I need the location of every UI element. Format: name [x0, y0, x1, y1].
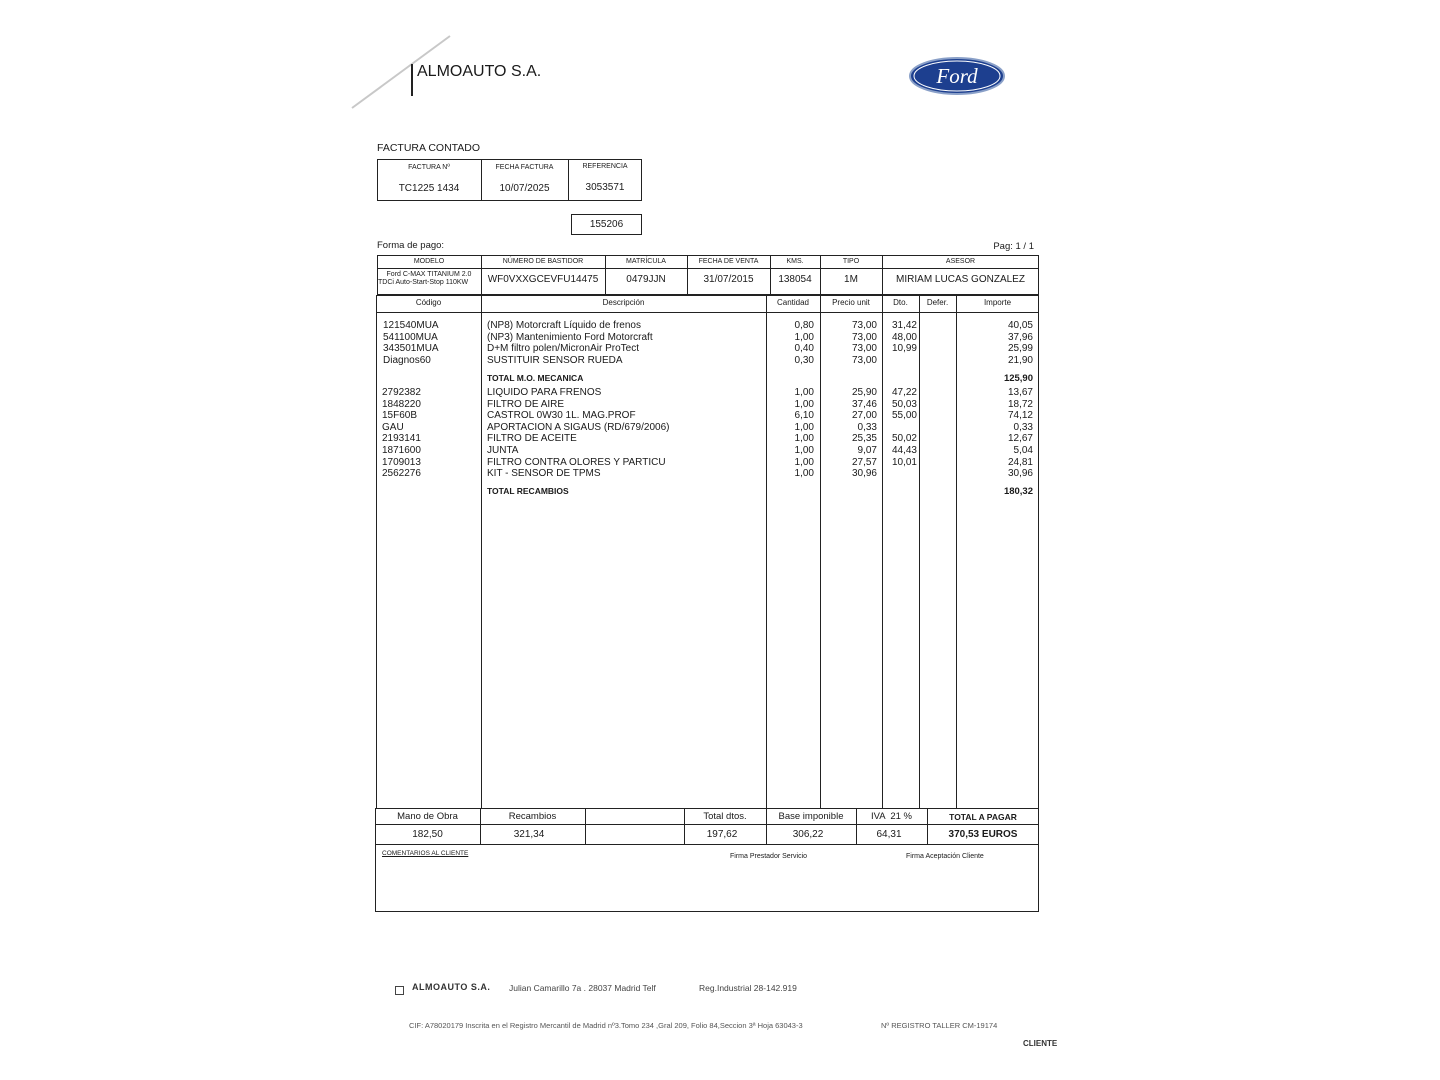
invoice-type: FACTURA CONTADO [377, 142, 481, 154]
part-desc-3: CASTROL 0W30 1L. MAG.PROF [487, 410, 636, 422]
part-desc-1: LIQUIDO PARA FRENOS [487, 387, 602, 398]
part-desc-7: FILTRO CONTRA OLORES Y PARTICU [487, 456, 666, 468]
total-parts-label: Recambios [508, 811, 557, 822]
invoice-number-label: FACTURA Nº [408, 164, 450, 171]
part-price-6: 9,07 [857, 445, 877, 456]
part-price-8: 30,96 [851, 468, 877, 480]
extra-code: 155206 [589, 219, 624, 230]
part-amount-8: 30,96 [1007, 468, 1033, 480]
tax-base-label: Base imponible [778, 811, 844, 822]
part-qty-7: 1,00 [794, 456, 814, 468]
part-price-1: 25,90 [851, 387, 877, 398]
labor-desc-2: (NP3) Mantenimiento Ford Motorcraft [487, 331, 653, 343]
part-qty-5: 1,00 [794, 433, 814, 445]
invoice-number: TC1225 1434 [398, 183, 460, 194]
sign-provider-label: Firma Prestador Servicio [730, 853, 808, 860]
part-qty-4: 1,00 [794, 421, 814, 433]
part-amount-3: 74,12 [1007, 410, 1033, 422]
labor-qty-1: 0,80 [794, 320, 814, 331]
footer-square-icon [395, 986, 404, 995]
labor-total-label: TOTAL M.O. MECANICA [487, 373, 584, 383]
labor-code-2: 541100MUA [383, 331, 438, 343]
total-discounts: 197,62 [706, 829, 738, 840]
vehicle-advisor: MIRIAM LUCAS GONZALEZ [896, 274, 1025, 285]
lines-table [376, 295, 1039, 809]
lines-header-defer: Defer. [926, 298, 949, 307]
part-code-1: 2792382 [382, 387, 421, 398]
part-desc-2: FILTRO DE AIRE [487, 398, 565, 410]
footer-reg: Reg.Industrial 28-142.919 [699, 983, 797, 993]
part-dto-5: 50,02 [891, 433, 917, 445]
part-amount-4: 0,33 [1013, 421, 1033, 433]
lines-header-qty: Cantidad [776, 298, 810, 307]
comments-label: COMENTARIOS AL CLIENTE [382, 850, 469, 857]
part-price-3: 27,00 [851, 410, 877, 422]
ford-logo-text: Ford [936, 64, 978, 88]
part-price-4: 0,33 [857, 421, 877, 433]
part-qty-8: 1,00 [794, 468, 814, 480]
part-amount-7: 24,81 [1007, 456, 1033, 468]
vehicle-header-advisor: ASESOR [945, 258, 976, 265]
part-code-8: 2562276 [382, 468, 421, 480]
labor-price-4: 73,00 [851, 354, 877, 366]
part-code-4: GAU [382, 421, 404, 433]
labor-desc-4: SUSTITUIR SENSOR RUEDA [487, 354, 623, 366]
vehicle-header-vin: NÚMERO DE BASTIDOR [502, 258, 584, 265]
vehicle-header-kms: KMS. [786, 258, 804, 265]
part-price-5: 25,35 [851, 433, 877, 445]
vehicle-header-type: TIPO [842, 258, 860, 265]
part-code-3: 15F60B [382, 410, 418, 422]
labor-desc-3: D+M filtro polen/MicronAir ProTect [487, 343, 639, 355]
total-parts: 321,34 [513, 829, 545, 840]
parts-total-label: TOTAL RECAMBIOS [487, 486, 569, 496]
vehicle-sale-date: 31/07/2015 [703, 274, 754, 285]
vat-label: IVA 21 % [870, 811, 912, 822]
labor-dto-3: 10,99 [891, 343, 917, 355]
labor-price-1: 73,00 [851, 320, 877, 331]
part-desc-4: APORTACION A SIGAUS (RD/679/2006) [487, 421, 670, 433]
labor-code-1: 121540MUA [383, 320, 439, 331]
total-labor: 182,50 [412, 829, 443, 840]
page-number: Pag: 1 / 1 [993, 241, 1034, 252]
part-qty-6: 1,00 [794, 445, 814, 456]
part-qty-3: 6,10 [794, 410, 814, 422]
ford-logo [908, 56, 1006, 96]
copy-label: CLIENTE [1023, 1039, 1058, 1048]
labor-price-2: 73,00 [851, 331, 877, 343]
labor-amount-1: 40,05 [1007, 320, 1033, 331]
company-name: ALMOAUTO S.A. [417, 63, 542, 80]
lines-header-desc: Descripción [602, 298, 645, 307]
labor-code-3: 343501MUA [383, 343, 439, 355]
labor-dto-2: 48,00 [891, 331, 917, 343]
vehicle-vin: WF0VXXGCEVFU14475 [487, 274, 599, 285]
invoice-ref: 3053571 [585, 182, 625, 193]
footer-taller: Nº REGISTRO TALLER CM-19174 [881, 1021, 998, 1030]
part-amount-5: 12,67 [1007, 433, 1033, 445]
total-pay-label: TOTAL A PAGAR [949, 812, 1017, 822]
vehicle-header-plate: MATRÍCULA [626, 258, 666, 265]
labor-qty-2: 1,00 [794, 331, 814, 343]
labor-desc-1: (NP8) Motorcraft Líquido de frenos [487, 320, 641, 331]
lines-header-price: Precio unit [832, 298, 870, 307]
part-qty-1: 1,00 [794, 387, 814, 398]
part-qty-2: 1,00 [794, 398, 814, 410]
part-dto-6: 44,43 [891, 445, 917, 456]
lines-header-dto: Dto. [893, 298, 908, 307]
part-desc-5: FILTRO DE ACEITE [487, 433, 577, 445]
vehicle-header-sale-date: FECHA DE VENTA [698, 258, 759, 265]
part-code-6: 1871600 [382, 445, 421, 456]
vehicle-header-model: MODELO [413, 258, 445, 265]
part-code-5: 2193141 [382, 433, 421, 445]
vehicle-model-line2: TDCi Auto-Start-Stop 110KW [378, 279, 469, 286]
lines-header-code: Código [415, 298, 442, 307]
part-code-2: 1848220 [382, 398, 421, 410]
payment-label: Forma de pago: [377, 240, 445, 251]
labor-code-4: Diagnos60 [383, 354, 431, 366]
part-amount-2: 18,72 [1007, 398, 1033, 410]
part-desc-6: JUNTA [487, 445, 519, 456]
part-dto-2: 50,03 [891, 398, 917, 410]
part-dto-7: 10,01 [891, 456, 917, 468]
part-desc-8: KIT - SENSOR DE TPMS [487, 468, 601, 480]
tax-base: 306,22 [792, 829, 824, 840]
total-pay: 370,53 EUROS [948, 829, 1018, 840]
part-amount-1: 13,67 [1007, 387, 1033, 398]
labor-qty-3: 0,40 [794, 343, 814, 355]
vehicle-type: 1M [844, 274, 858, 285]
lines-header-amount: Importe [983, 298, 1012, 307]
total-labor-label: Mano de Obra [397, 811, 458, 822]
part-code-7: 1709013 [382, 456, 421, 468]
labor-amount-3: 25,99 [1007, 343, 1033, 355]
footer-company: ALMOAUTO S.A. [412, 982, 491, 992]
invoice-date-label: FECHA FACTURA [495, 164, 554, 171]
labor-qty-4: 0,30 [794, 354, 814, 366]
vehicle-plate: 0479JJN [626, 274, 666, 285]
total-discounts-label: Total dtos. [703, 811, 747, 822]
vehicle-kms: 138054 [778, 274, 812, 285]
invoice-date: 10/07/2025 [499, 183, 550, 194]
part-dto-1: 47,22 [891, 387, 917, 398]
labor-dto-1: 31,42 [891, 320, 917, 331]
labor-amount-4: 21,90 [1007, 354, 1033, 366]
labor-total-amount: 125,90 [1003, 373, 1033, 384]
invoice-ref-label: REFERENCIA [582, 163, 628, 170]
footer-address: Julian Camarillo 7a . 28037 Madrid Telf [509, 983, 656, 993]
part-dto-3: 55,00 [891, 410, 917, 422]
part-amount-6: 5,04 [1013, 445, 1033, 456]
vehicle-model-line1: Ford C-MAX TITANIUM 2.0 [386, 271, 472, 278]
labor-amount-2: 37,96 [1007, 331, 1033, 343]
part-price-2: 37,46 [851, 398, 877, 410]
sign-client-label: Firma Aceptación Cliente [906, 853, 984, 860]
parts-total-amount: 180,32 [1003, 486, 1033, 497]
labor-price-3: 73,00 [851, 343, 877, 355]
footer-legal: CIF: A78020179 Inscrita en el Registro Mercantil de Madrid nº3.Tomo 234 ,Gral 209, Folio 84,Seccion 3ª Hoja 63043-3 [409, 1021, 803, 1030]
vat-amount: 64,31 [876, 829, 902, 840]
part-price-7: 27,57 [851, 456, 877, 468]
